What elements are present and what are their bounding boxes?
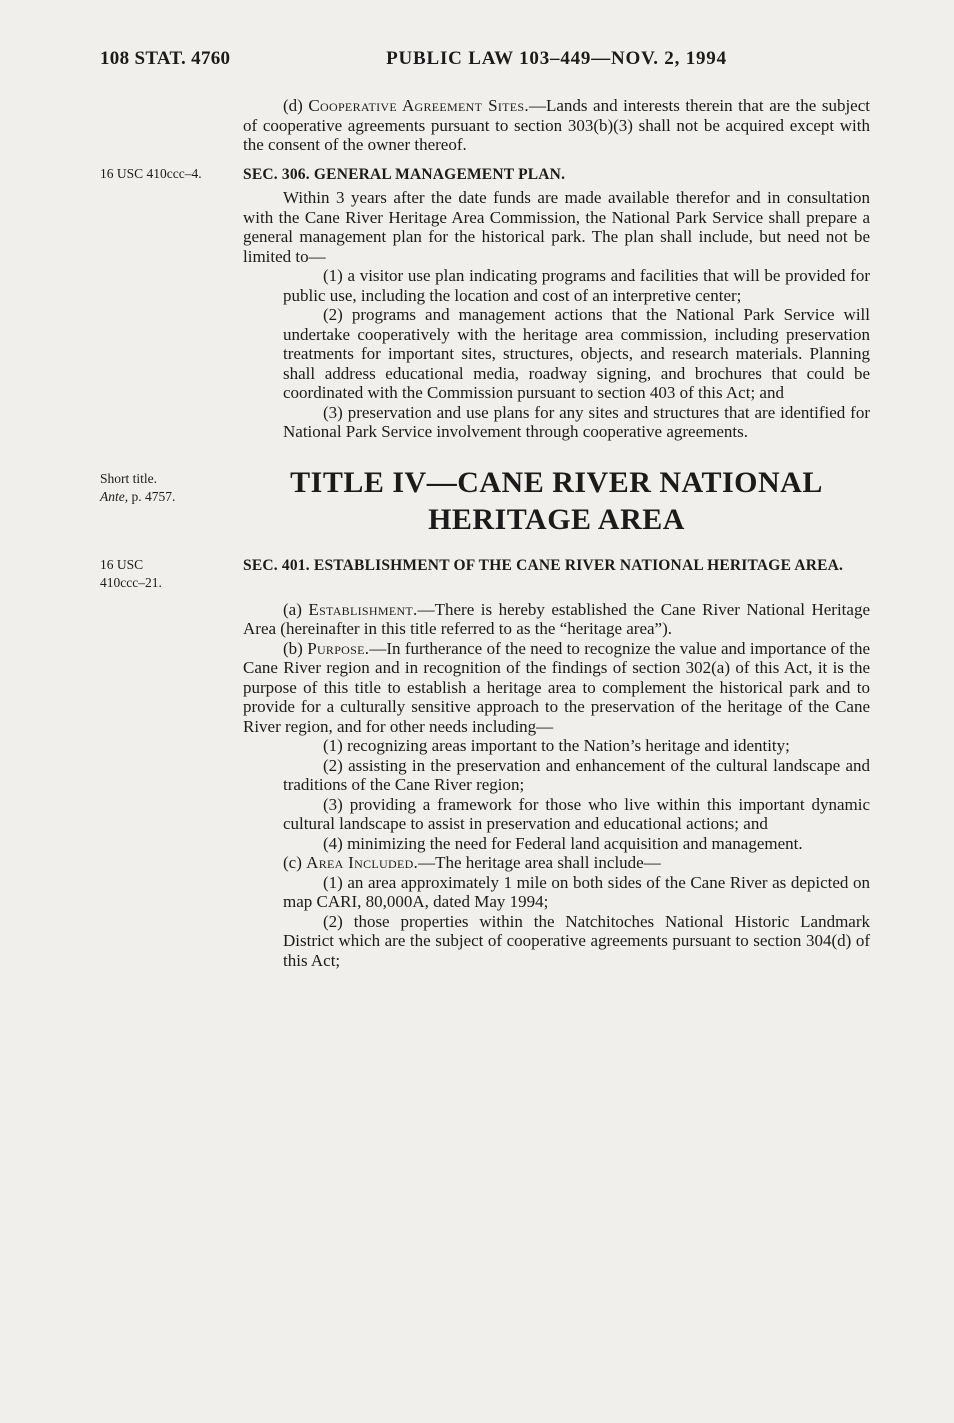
section-306-heading: SEC. 306. GENERAL MANAGEMENT PLAN. xyxy=(243,165,566,183)
paragraph-c-item-1: (1) an area approximately 1 mile on both sides of the Cane River as depicted on map CARI, 80,000A, dated May 1994; xyxy=(283,872,870,911)
section-306-item-2: (2) programs and management actions that the National Park Service will undertake cooperatively with the heritage area commission, including preservation treatments for important sites, structures, objects, and research materials. Planning shall address educational media, roadway signing, and brochures that could be coordinated with the Commission pursuant to section 403 of this Act; and xyxy=(283,305,870,402)
paragraph-b-item-1: (1) recognizing areas important to the Nation’s heritage and identity; xyxy=(323,736,790,755)
paragraph-b-catchline: Purpose. xyxy=(307,638,370,658)
paragraph-d-number: (d) xyxy=(283,96,309,115)
row-section-306-heading xyxy=(100,165,870,185)
row-section-401-body xyxy=(100,600,870,971)
margin-note-usc-401 xyxy=(100,556,243,592)
section-306-intro: Within 3 years after the date funds are made available therefor and in consultation with the Cane River Heritage Area Commission, the National Park Service shall prepare a general management plan for the historical park. The plan shall include, but need not be limited to— xyxy=(243,188,870,266)
ante-page-reference xyxy=(100,488,231,506)
row-section-401-heading xyxy=(100,556,870,592)
paragraph-c-text: —The heritage area shall include— xyxy=(418,853,661,872)
margin-gutter xyxy=(100,600,243,971)
row-section-306-body xyxy=(100,188,870,442)
section-306-item-3: (3) preservation and use plans for any sites and structures that are identified for National Park Service involvement through cooperative agreements. xyxy=(283,402,870,441)
margin-gutter xyxy=(100,188,243,442)
row-title-iv xyxy=(100,464,870,538)
ante-italic: Ante, xyxy=(100,488,129,504)
short-title-note: Short title. xyxy=(100,470,157,486)
paragraph-d-text: —Lands and interests therein that are the subject of cooperative agreements pursuant to section 303(b)(3) shall not be acquired except with the consent of the owner thereof. xyxy=(243,96,870,154)
usc-401-citation-line1: 16 USC xyxy=(100,556,144,572)
margin-note-short-title xyxy=(100,464,243,538)
section-306-item-1: (1) a visitor use plan indicating programs and facilities that will be provided for public use, including the location and cost of an interpretive center; xyxy=(283,266,870,305)
paragraph-a xyxy=(243,600,870,639)
paragraph-b-item-2: (2) assisting in the preservation and enhancement of the cultural landscape and traditions of the Cane River region; xyxy=(283,755,870,794)
paragraph-b-number: (b) xyxy=(283,638,308,658)
paragraph-c-number: (c) xyxy=(283,853,307,872)
stat-citation: 108 STAT. 4760 xyxy=(100,48,231,69)
paragraph-c xyxy=(243,853,870,873)
row-paragraph-d xyxy=(100,96,870,155)
title-iv-heading: TITLE IV—CANE RIVER NATIONAL HERITAGE AREA xyxy=(290,465,823,536)
usc-401-citation-line2: 410ccc–21. xyxy=(100,574,162,590)
margin-note-usc-306 xyxy=(100,165,243,185)
paragraph-c-item-2: (2) those properties within the Natchitoches National Historic Landmark District which are the subject of cooperative agreements pursuant to section 304(d) of this Act; xyxy=(283,911,870,970)
section-401-heading: SEC. 401. ESTABLISHMENT OF THE CANE RIVER NATIONAL HERITAGE AREA. xyxy=(243,556,844,574)
law-citation: PUBLIC LAW 103–449—NOV. 2, 1994 xyxy=(386,48,727,69)
page-header xyxy=(100,48,870,70)
paragraph-b xyxy=(243,639,870,737)
ante-page-number: p. 4757. xyxy=(128,488,176,504)
paragraph-b-item-4: (4) minimizing the need for Federal land acquisition and management. xyxy=(323,833,803,853)
margin-gutter xyxy=(100,96,243,155)
paragraph-d-catchline: Cooperative Agreement Sites. xyxy=(308,96,529,115)
paragraph-b-item-3: (3) providing a framework for those who live within this important dynamic cultural landscape to assist in preservation and educational actions; and xyxy=(283,794,870,833)
paragraph-d xyxy=(243,96,870,155)
paragraph-a-catchline: Establishment. xyxy=(308,599,418,619)
paragraph-c-catchline: Area Included. xyxy=(306,853,419,872)
usc-306-citation: 16 USC 410ccc–4. xyxy=(100,165,202,181)
paragraph-a-text: —There is hereby established the Cane River National Heritage Area (hereinafter in this title referred to as the “heritage area”). xyxy=(243,599,870,638)
paragraph-a-number: (a) xyxy=(283,599,309,619)
paragraph-b-text: —In furtherance of the need to recognize the value and importance of the Cane River region and in recognition of the findings of section 302(a) of this Act, it is the purpose of this title to establish a heritage area to complement the historical park and to provide for a culturally sensitive approach to the preservation of the heritage of the Cane River region, and for other needs including— xyxy=(243,638,870,736)
